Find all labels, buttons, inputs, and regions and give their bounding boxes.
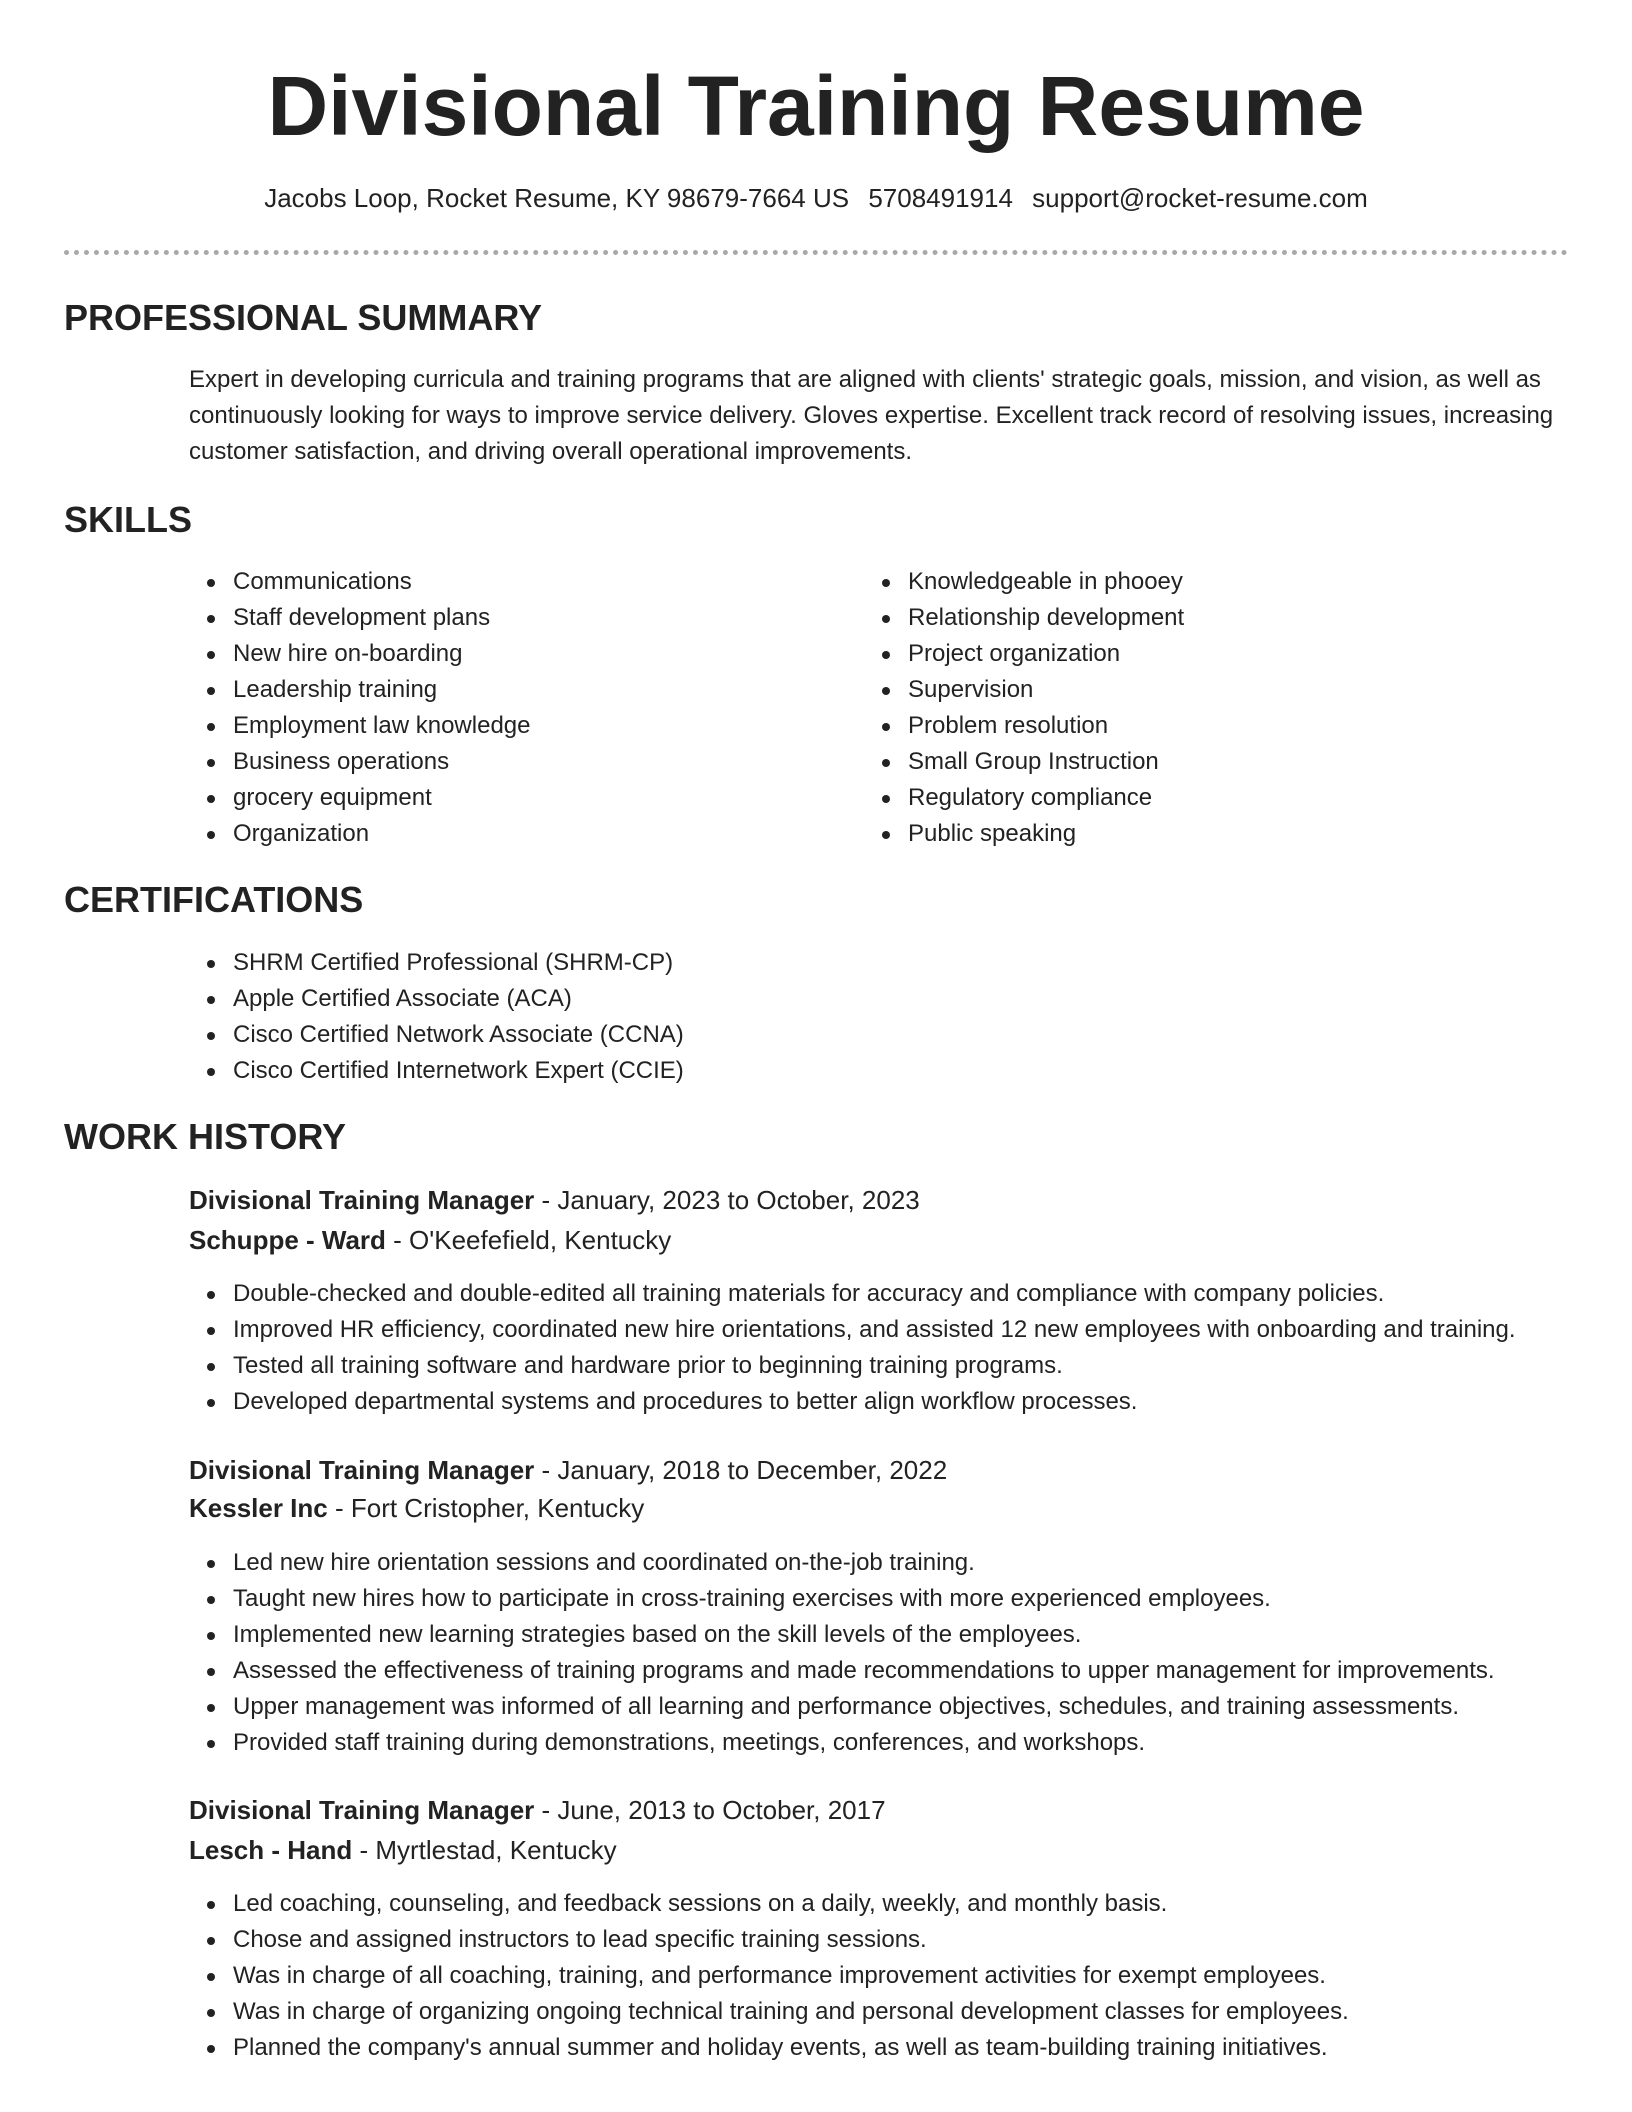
list-item: Relationship development bbox=[908, 600, 1184, 636]
list-item: Implemented new learning strategies based on the skill levels of the employees. bbox=[233, 1617, 1495, 1653]
list-item: Organization bbox=[233, 816, 530, 852]
list-item: Apple Certified Associate (ACA) bbox=[233, 981, 684, 1017]
skills-heading: SKILLS bbox=[64, 499, 193, 540]
list-item: Knowledgeable in phooey bbox=[908, 564, 1184, 600]
skills-list-right bbox=[864, 564, 1184, 852]
list-item: Cisco Certified Network Associate (CCNA) bbox=[233, 1017, 684, 1053]
job-title: Divisional Training Manager bbox=[189, 1185, 535, 1215]
list-item: Tested all training software and hardware prior to beginning training programs. bbox=[233, 1348, 1516, 1384]
job-company: Schuppe - Ward bbox=[189, 1225, 386, 1255]
list-item: Leadership training bbox=[233, 672, 530, 708]
job-company: Lesch - Hand bbox=[189, 1835, 353, 1865]
header-divider bbox=[64, 250, 1568, 255]
job-duties-list bbox=[189, 1545, 1495, 1761]
list-item: Public speaking bbox=[908, 816, 1184, 852]
contact-phone: 5708491914 bbox=[868, 183, 1013, 213]
list-item: New hire on-boarding bbox=[233, 636, 530, 672]
job-company: Kessler Inc bbox=[189, 1493, 328, 1523]
job-location: - Fort Cristopher, Kentucky bbox=[327, 1493, 645, 1523]
list-item: Project organization bbox=[908, 636, 1184, 672]
list-item: Was in charge of all coaching, training, and performance improvement activities for exempt employees. bbox=[233, 1958, 1349, 1994]
list-item: Chose and assigned instructors to lead specific training sessions. bbox=[233, 1922, 1349, 1958]
list-item: Employment law knowledge bbox=[233, 708, 530, 744]
list-item: Cisco Certified Internetwork Expert (CCIE) bbox=[233, 1053, 684, 1089]
list-item: Assessed the effectiveness of training programs and made recommendations to upper management for improvements. bbox=[233, 1653, 1495, 1689]
job-dates: - January, 2018 to December, 2022 bbox=[534, 1455, 948, 1485]
list-item: Taught new hires how to participate in cross-training exercises with more experienced employees. bbox=[233, 1581, 1495, 1617]
job-duties-list bbox=[189, 1886, 1349, 2066]
resume-title: Divisional Training Resume bbox=[267, 59, 1365, 153]
job-title: Divisional Training Manager bbox=[189, 1795, 535, 1825]
contact-address: Jacobs Loop, Rocket Resume, KY 98679-7664 US bbox=[264, 183, 850, 213]
list-item: Supervision bbox=[908, 672, 1184, 708]
list-item: Problem resolution bbox=[908, 708, 1184, 744]
job-title-line bbox=[189, 1450, 947, 1490]
job-location: - Myrtlestad, Kentucky bbox=[352, 1835, 617, 1865]
list-item: grocery equipment bbox=[233, 780, 530, 816]
list-item: Was in charge of organizing ongoing technical training and personal development classes for employees. bbox=[233, 1994, 1349, 2030]
summary-text: Expert in developing curricula and training programs that are aligned with clients' strategic goals, mission, and vision, as well as continuously looking for ways to improve service delivery. Gloves expertise. Excellent track record of resolving issues, increasing customer satisfaction, and driving overall operational improvements. bbox=[189, 366, 1554, 465]
list-item: Double-checked and double-edited all training materials for accuracy and compliance with company policies. bbox=[233, 1276, 1516, 1312]
summary-heading: PROFESSIONAL SUMMARY bbox=[64, 297, 543, 338]
contact-line bbox=[64, 182, 1568, 214]
job-dates: - June, 2013 to October, 2017 bbox=[534, 1795, 886, 1825]
certifications-list bbox=[189, 945, 684, 1089]
list-item: Upper management was informed of all learning and performance objectives, schedules, and training assessments. bbox=[233, 1689, 1495, 1725]
list-item: Planned the company's annual summer and holiday events, as well as team-building training initiatives. bbox=[233, 2030, 1349, 2066]
job-title-line bbox=[189, 1790, 886, 1830]
list-item: Led new hire orientation sessions and coordinated on-the-job training. bbox=[233, 1545, 1495, 1581]
work-history-heading: WORK HISTORY bbox=[64, 1116, 347, 1157]
list-item: Improved HR efficiency, coordinated new hire orientations, and assisted 12 new employees with onboarding and training. bbox=[233, 1312, 1516, 1348]
job-duties-list bbox=[189, 1276, 1516, 1420]
list-item: Business operations bbox=[233, 744, 530, 780]
list-item: SHRM Certified Professional (SHRM-CP) bbox=[233, 945, 684, 981]
list-item: Developed departmental systems and procedures to better align workflow processes. bbox=[233, 1384, 1516, 1420]
certifications-heading: CERTIFICATIONS bbox=[64, 879, 364, 920]
list-item: Regulatory compliance bbox=[908, 780, 1184, 816]
skills-list-left bbox=[189, 564, 530, 852]
job-company-line bbox=[189, 1488, 644, 1528]
list-item: Small Group Instruction bbox=[908, 744, 1184, 780]
job-title-line bbox=[189, 1180, 920, 1220]
list-item: Staff development plans bbox=[233, 600, 530, 636]
contact-email: support@rocket-resume.com bbox=[1032, 183, 1368, 213]
list-item: Communications bbox=[233, 564, 530, 600]
list-item: Led coaching, counseling, and feedback sessions on a daily, weekly, and monthly basis. bbox=[233, 1886, 1349, 1922]
list-item: Provided staff training during demonstrations, meetings, conferences, and workshops. bbox=[233, 1725, 1495, 1761]
job-company-line bbox=[189, 1830, 617, 1870]
job-title: Divisional Training Manager bbox=[189, 1455, 535, 1485]
job-location: - O'Keefefield, Kentucky bbox=[385, 1225, 672, 1255]
job-company-line bbox=[189, 1220, 671, 1260]
job-dates: - January, 2023 to October, 2023 bbox=[534, 1185, 920, 1215]
